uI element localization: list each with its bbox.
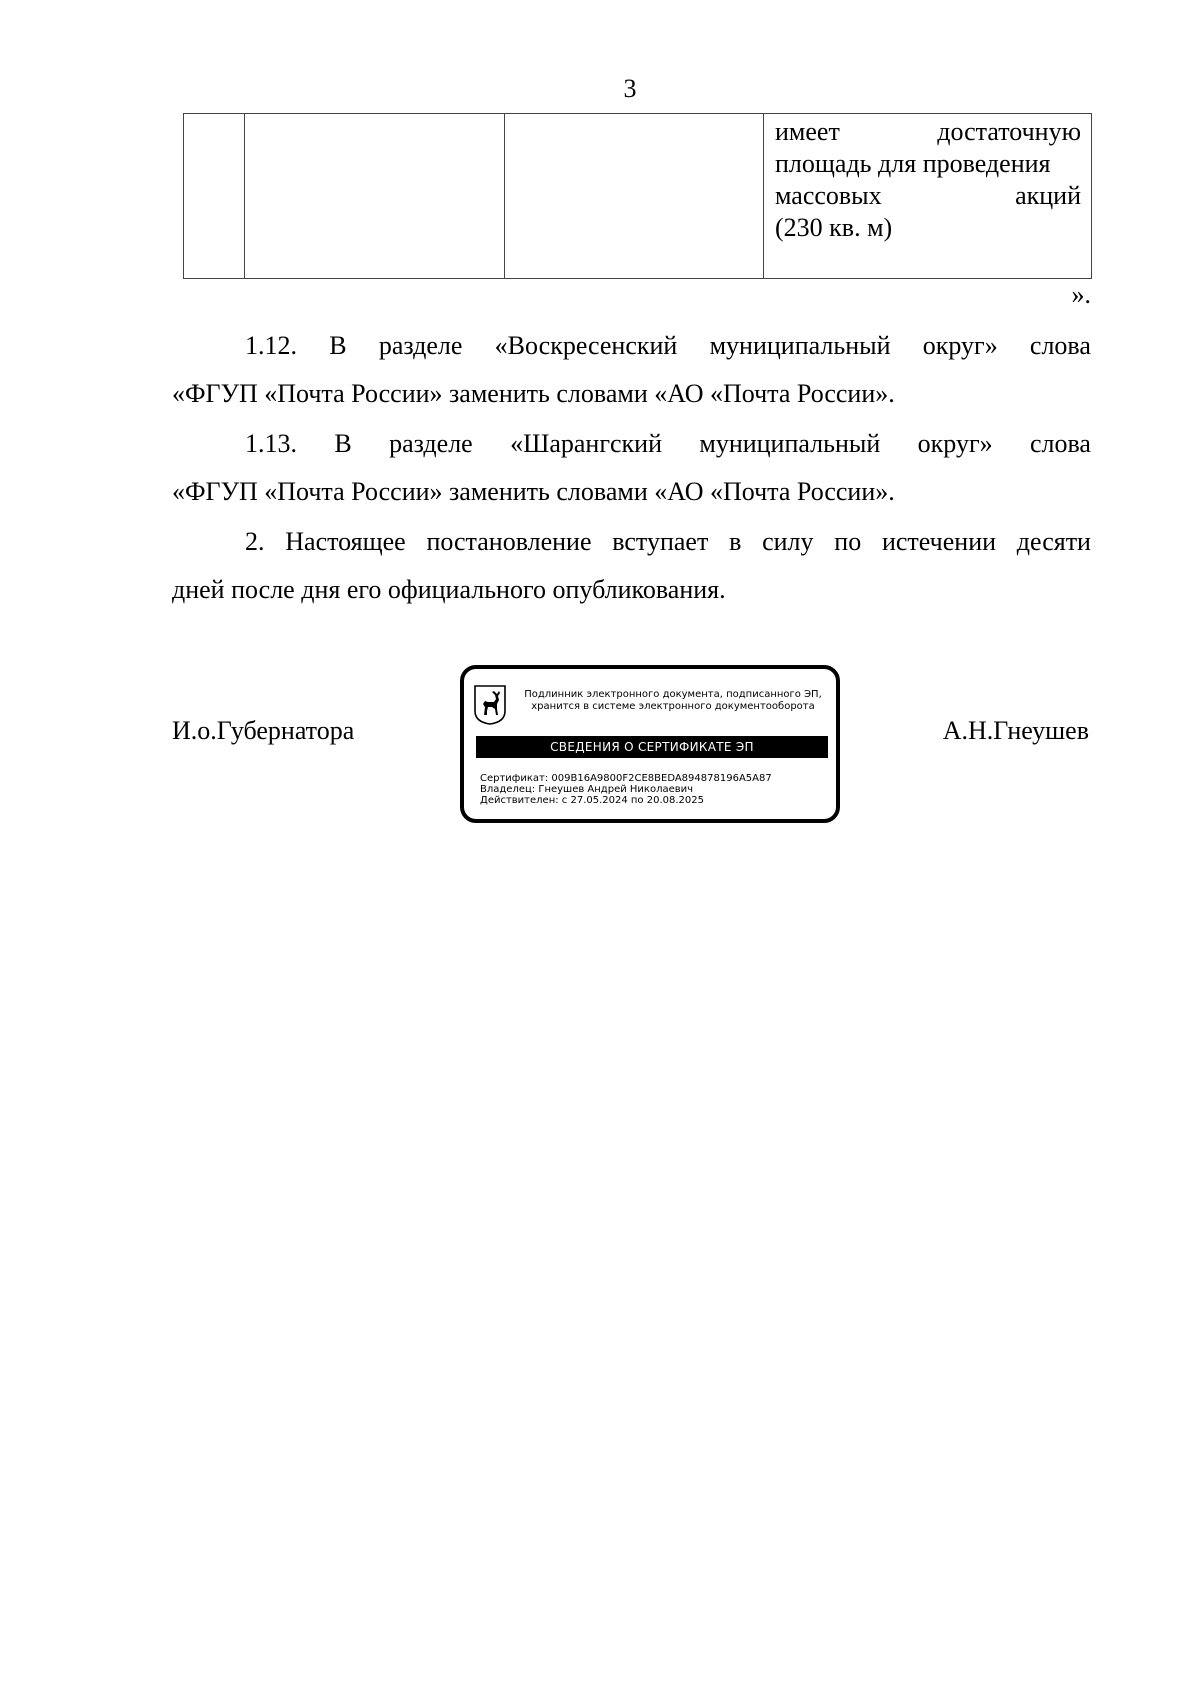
word: постановление xyxy=(426,527,592,556)
paragraph-1-13 xyxy=(172,420,1091,516)
word: вступает xyxy=(612,527,709,556)
word: 2. xyxy=(245,527,265,556)
paragraph-1-12 xyxy=(172,322,1091,418)
stamp-details xyxy=(480,773,772,806)
table-cell xyxy=(505,114,764,279)
word: в xyxy=(729,527,742,556)
paragraph-first-line xyxy=(172,322,1091,370)
cell-line: (230 кв. м) xyxy=(775,213,893,242)
word: В xyxy=(329,331,347,360)
word: «Шарангский xyxy=(510,429,662,458)
table-cell xyxy=(245,114,505,279)
closing-quote: ». xyxy=(1071,280,1091,309)
cell-line xyxy=(775,180,1081,212)
electronic-signature-stamp xyxy=(460,665,840,823)
word: муниципальный xyxy=(709,331,891,360)
cell-word: акций xyxy=(1015,181,1081,210)
stamp-header-line: хранится в системе электронного документооборота xyxy=(531,701,815,712)
word: округ» xyxy=(917,429,993,458)
word: округ» xyxy=(922,331,998,360)
signatory-name: А.Н.Гнеушев xyxy=(942,716,1089,745)
table-cell xyxy=(184,114,245,279)
word: истечении xyxy=(881,527,997,556)
word: разделе xyxy=(378,331,463,360)
paragraph-rest: «ФГУП «Почта России» заменить словами «АО «Почта России». xyxy=(172,379,895,408)
paragraph-rest: дней после дня его официального опубликования. xyxy=(172,575,726,604)
signatory-position: И.о.Губернатора xyxy=(172,716,355,745)
word: по xyxy=(834,527,862,556)
coat-of-arms-icon xyxy=(474,685,506,725)
word: слова xyxy=(1029,331,1091,360)
cell-line: площадь для проведения xyxy=(775,149,1051,178)
cell-line xyxy=(775,116,1081,148)
word: муниципальный xyxy=(699,429,881,458)
paragraph-rest: «ФГУП «Почта России» заменить словами «АО «Почта России». xyxy=(172,477,895,506)
word: слова xyxy=(1029,429,1091,458)
cell-word: массовых xyxy=(775,181,882,210)
table-cell-description xyxy=(764,114,1092,279)
certificate-number: Сертификат: 009B16A9800F2CE8BEDA894878196A5A87 xyxy=(480,773,772,784)
word: 1.13. xyxy=(245,429,297,458)
word: «Воскресенский xyxy=(494,331,678,360)
paragraph-first-line xyxy=(172,518,1091,566)
paragraph-2 xyxy=(172,518,1091,614)
word: Настоящее xyxy=(285,527,406,556)
page-number: 3 xyxy=(623,74,637,103)
stamp-header-line: Подлинник электронного документа, подписанного ЭП, xyxy=(524,689,822,700)
stamp-title: СВЕДЕНИЯ О СЕРТИФИКАТЕ ЭП xyxy=(476,736,828,758)
certificate-owner: Владелец: Гнеушев Андрей Николаевич xyxy=(480,784,694,795)
stamp-header xyxy=(508,689,838,713)
certificate-validity: Действителен: с 27.05.2024 по 20.08.2025 xyxy=(480,795,704,806)
word: десяти xyxy=(1016,527,1091,556)
word: силу xyxy=(762,527,814,556)
word: 1.12. xyxy=(245,331,297,360)
continued-table xyxy=(183,113,1092,279)
cell-word: имеет xyxy=(775,117,840,146)
word: разделе xyxy=(389,429,473,458)
paragraph-first-line xyxy=(172,420,1091,468)
word: В xyxy=(334,429,352,458)
table-row xyxy=(184,114,1092,279)
cell-word: достаточную xyxy=(937,117,1081,146)
